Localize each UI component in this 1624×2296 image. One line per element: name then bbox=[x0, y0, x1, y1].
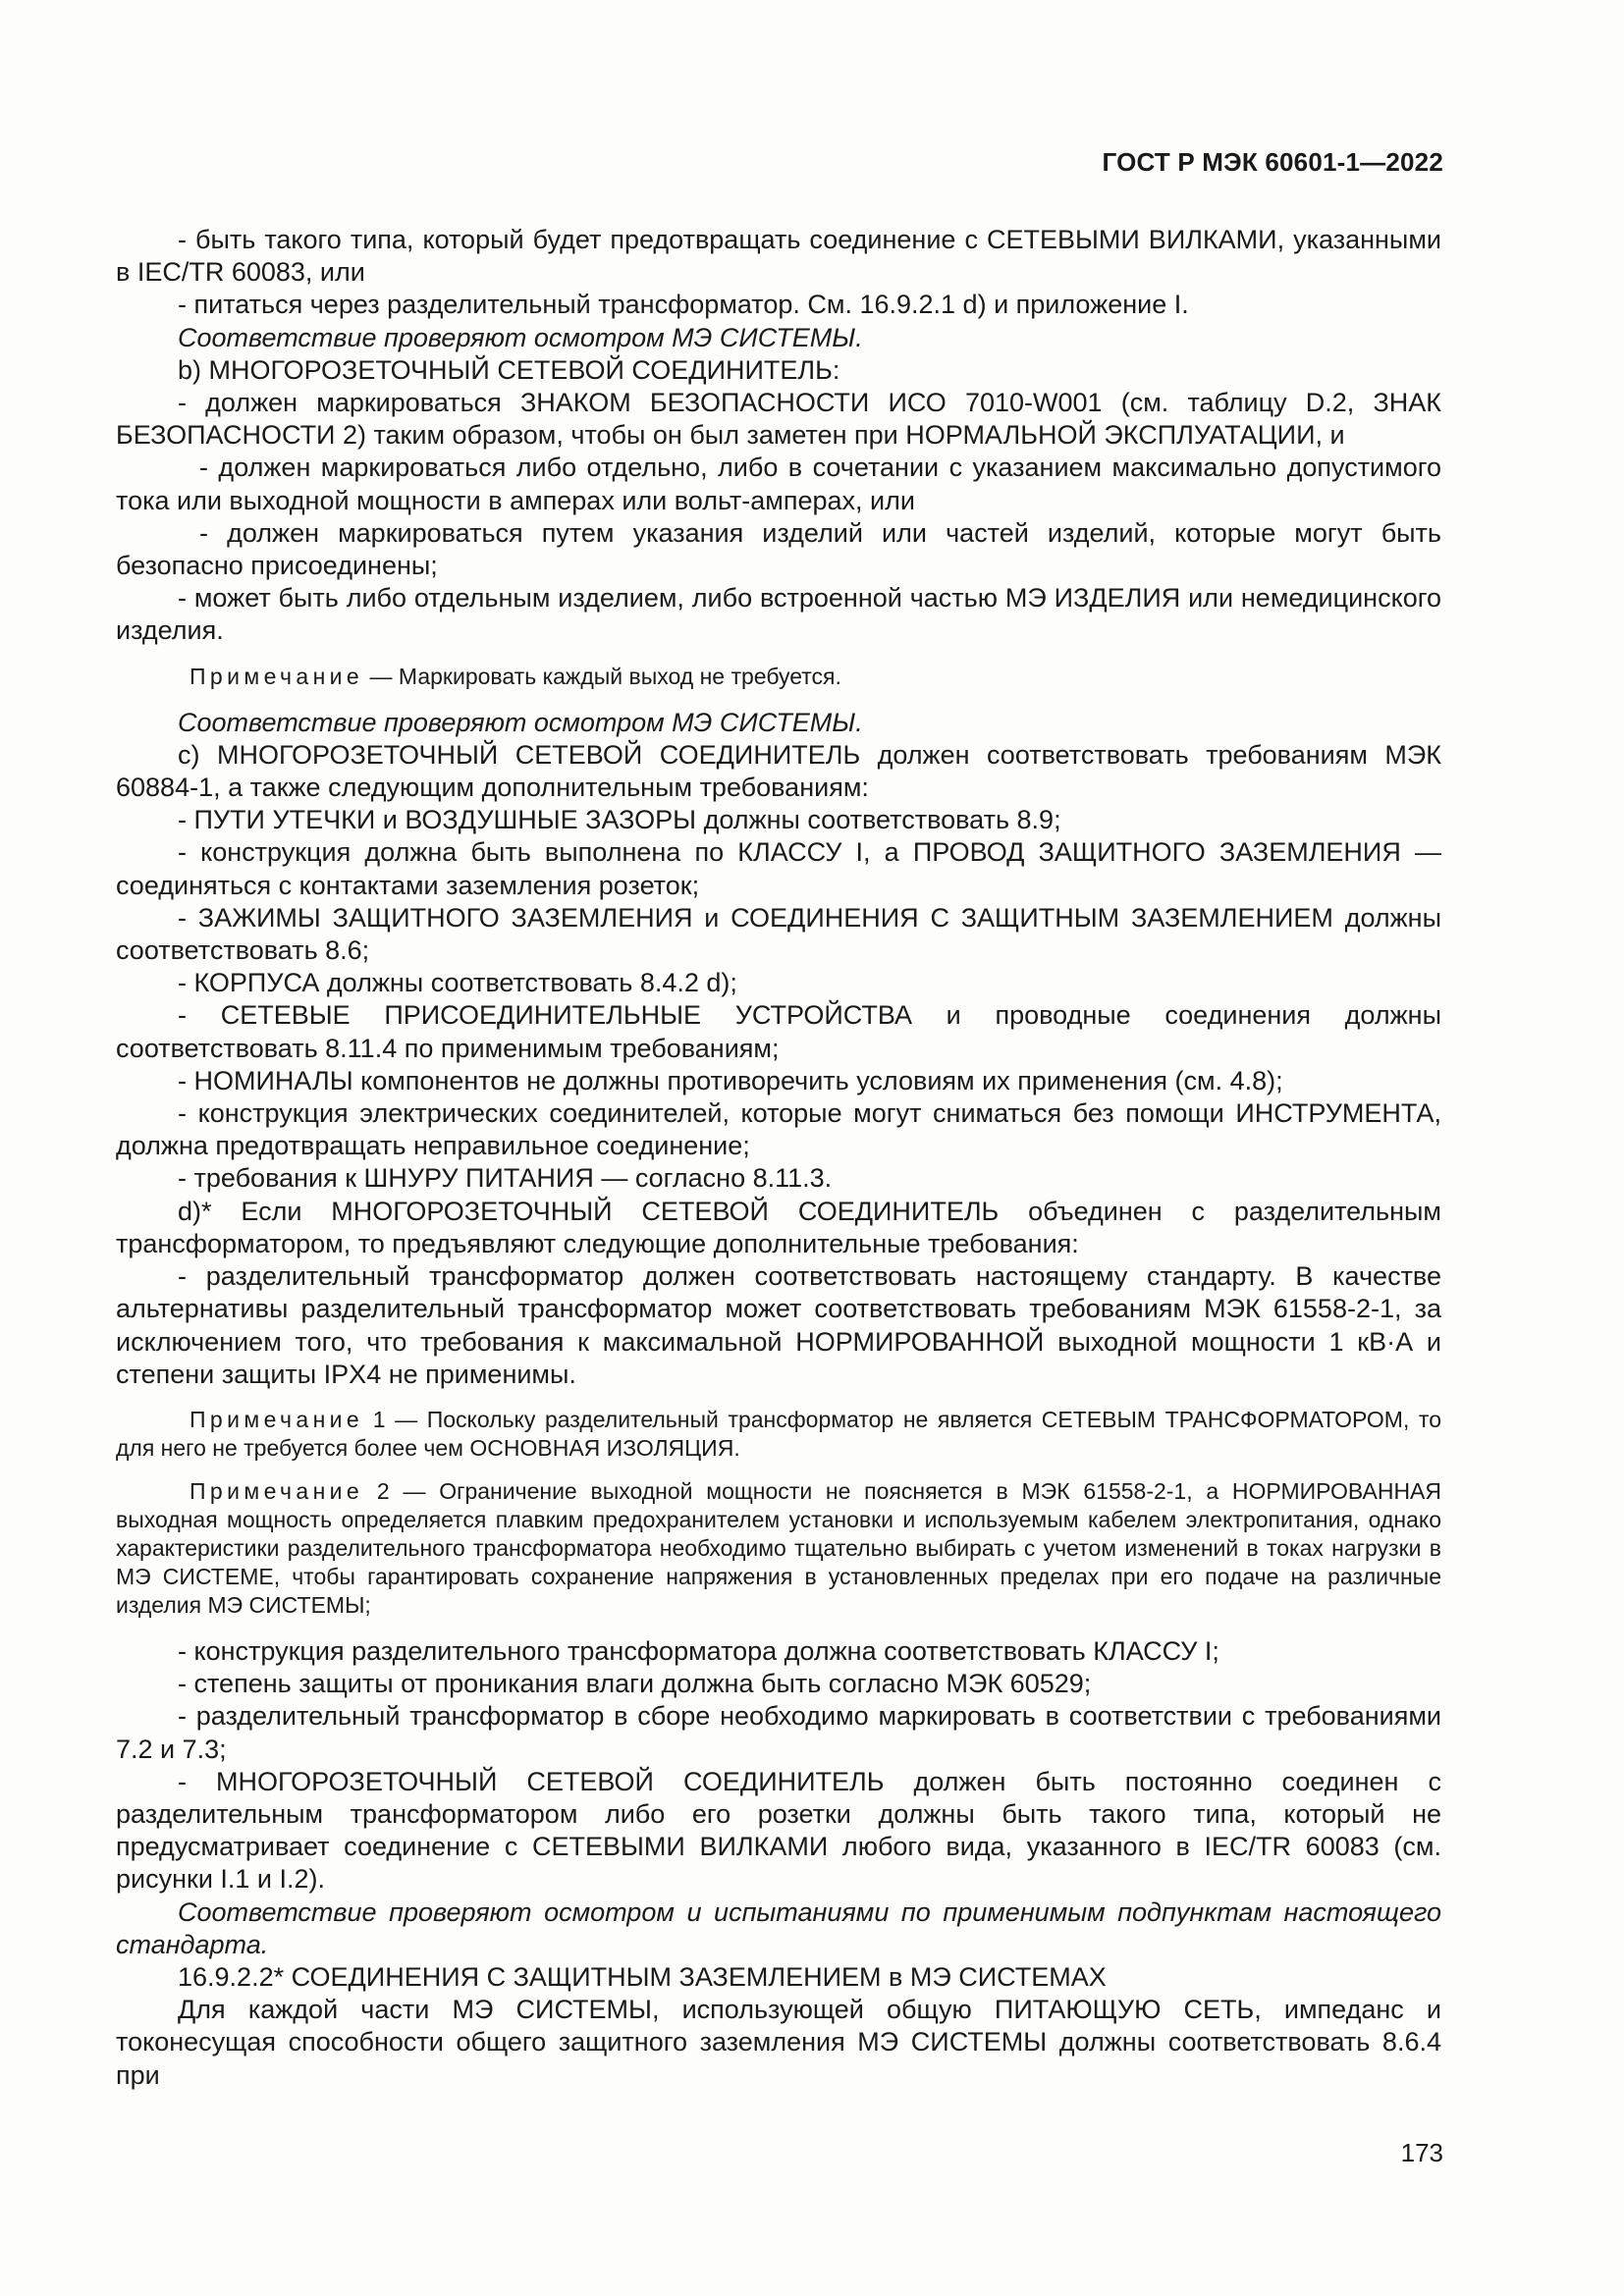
paragraph: - разделительный трансформатор должен соответствовать настоящему стандарту. В качестве альтернативы разделительный трансформатор может соответствовать требованиям МЭК 61558-2-1, за исключением того, что требования к максимальной НОРМИРОВАННОЙ выходной мощности 1 кВ·А и степени защиты IPX4 не применимы. bbox=[116, 1261, 1441, 1389]
paragraph: - питаться через разделительный трансформатор. См. 16.9.2.1 d) и приложение I. bbox=[178, 290, 1189, 320]
paragraph: - степень защиты от проникания влаги должна быть согласно МЭК 60529; bbox=[178, 1669, 1092, 1699]
paragraph: - быть такого типа, который будет предотвращать соединение с СЕТЕВЫМИ ВИЛКАМИ, указанными в IEC/TR 60083, или bbox=[116, 225, 1441, 288]
note-label: Примечание bbox=[189, 1406, 364, 1432]
paragraph: - НОМИНАЛЫ компонентов не должны противоречить условиям их применения (см. 4.8); bbox=[178, 1065, 1283, 1095]
paragraph: - разделительный трансформатор в сборе необходимо маркировать в соответствии с требованиями 7.2 и 7.3; bbox=[116, 1701, 1441, 1764]
section-heading: 16.9.2.2* СОЕДИНЕНИЯ С ЗАЩИТНЫМ ЗАЗЕМЛЕНИЕМ в МЭ СИСТЕМАХ bbox=[178, 1961, 1107, 1992]
note-text: — Маркировать каждый выход не требуется. bbox=[363, 663, 841, 689]
paragraph: Для каждой части МЭ СИСТЕМЫ, использующей общую ПИТАЮЩУЮ СЕТЬ, импеданс и токонесущая способности общего защитного заземления МЭ СИСТЕМЫ должны соответствовать 8.6.4 при bbox=[116, 1995, 1441, 2090]
note-text: 2 — Ограничение выходной мощности не поясняется в МЭК 61558-2-1, а НОРМИРОВАННАЯ выходная мощность определяется плавким предохранителем установки и используемым кабелем электропитания, однако характеристики разделительного трансформатора необходимо тщательно выбирать с учетом изменений в токах нагрузки в МЭ СИСТЕМЕ, чтобы гарантировать сохранение напряжения в установленных пределах при его подаче на различные изделия МЭ СИСТЕМЫ; bbox=[116, 1477, 1441, 1618]
paragraph: - МНОГОРОЗЕТОЧНЫЙ СЕТЕВОЙ СОЕДИНИТЕЛЬ должен быть постоянно соединен с разделительным трансформатором либо его розетки должны быть такого типа, который не предусматривает соединение с СЕТЕВЫМИ ВИЛКАМИ любого вида, указанного в IEC/TR 60083 (см. рисунки I.1 и I.2). bbox=[116, 1766, 1441, 1895]
note-text: 1 — Поскольку разделительный трансформатор не является СЕТЕВЫМ ТРАНСФОРМАТОРОМ, то для него не требуется более чем ОСНОВНАЯ ИЗОЛЯЦИЯ. bbox=[116, 1406, 1441, 1461]
paragraph: - конструкция разделительного трансформатора должна соответствовать КЛАССУ I; bbox=[178, 1635, 1219, 1666]
paragraph: - ЗАЖИМЫ ЗАЩИТНОГО ЗАЗЕМЛЕНИЯ и СОЕДИНЕНИЯ С ЗАЩИТНЫМ ЗАЗЕМЛЕНИЕМ должны соответствовать 8.6; bbox=[116, 902, 1441, 966]
page-body bbox=[116, 224, 1441, 2092]
paragraph: - должен маркироваться ЗНАКОМ БЕЗОПАСНОСТИ ИСО 7010-W001 (см. таблицу D.2, ЗНАК БЕЗОПАСНОСТИ 2) таким образом, чтобы он был заметен при НОРМАЛЬНОЙ ЭКСПЛУАТАЦИИ, и bbox=[116, 388, 1441, 451]
compliance-statement: Соответствие проверяют осмотром МЭ СИСТЕМЫ. bbox=[178, 707, 863, 737]
paragraph: - конструкция должна быть выполнена по КЛАССУ I, а ПРОВОД ЗАЩИТНОГО ЗАЗЕМЛЕНИЯ — соединяться с контактами заземления розеток; bbox=[116, 837, 1441, 900]
paragraph: - ПУТИ УТЕЧКИ и ВОЗДУШНЫЕ ЗАЗОРЫ должны соответствовать 8.9; bbox=[178, 805, 1061, 835]
paragraph: - СЕТЕВЫЕ ПРИСОЕДИНИТЕЛЬНЫЕ УСТРОЙСТВА и проводные соединения должны соответствовать 8.11.4 по применимым требованиям; bbox=[116, 1000, 1441, 1063]
paragraph: - может быть либо отдельным изделием, либо встроенной частью МЭ ИЗДЕЛИЯ или немедицинского изделия. bbox=[116, 583, 1441, 646]
compliance-statement: Соответствие проверяют осмотром МЭ СИСТЕМЫ. bbox=[178, 322, 863, 352]
paragraph: - должен маркироваться либо отдельно, либо в сочетании с указанием максимально допустимого тока или выходной мощности в амперах или вольт-амперах, или bbox=[116, 453, 1441, 515]
page-number: 173 bbox=[1400, 2138, 1443, 2167]
compliance-statement: Соответствие проверяют осмотром и испытаниями по применимым подпунктам настоящего стандарта. bbox=[116, 1896, 1441, 1959]
paragraph: - КОРПУСА должны соответствовать 8.4.2 d); bbox=[178, 968, 737, 998]
standard-header: ГОСТ Р МЭК 60601-1—2022 bbox=[1102, 147, 1443, 177]
item-c-heading: c) МНОГОРОЗЕТОЧНЫЙ СЕТЕВОЙ СОЕДИНИТЕЛЬ должен соответствовать требованиям МЭК 60884-1, а также следующим дополнительным требованиям: bbox=[116, 739, 1441, 803]
note-label: Примечание bbox=[189, 663, 364, 689]
note-label: Примечание bbox=[189, 1477, 364, 1504]
item-d-heading: d)* Если МНОГОРОЗЕТОЧНЫЙ СЕТЕВОЙ СОЕДИНИТЕЛЬ объединен с разделительным трансформатором, то предъявляют следующие дополнительные требования: bbox=[116, 1196, 1441, 1258]
note bbox=[116, 1406, 1441, 1463]
note bbox=[116, 1477, 1441, 1620]
note bbox=[116, 663, 1441, 691]
item-b-heading: b) МНОГОРОЗЕТОЧНЫЙ СЕТЕВОЙ СОЕДИНИТЕЛЬ: bbox=[178, 354, 840, 385]
paragraph: - требования к ШНУРУ ПИТАНИЯ — согласно 8.11.3. bbox=[178, 1163, 833, 1194]
paragraph: - должен маркироваться путем указания изделий или частей изделий, которые могут быть безопасно присоединены; bbox=[116, 517, 1441, 581]
paragraph: - конструкция электрических соединителей, которые могут сниматься без помощи ИНСТРУМЕНТА, должна предотвращать неправильное соединение; bbox=[116, 1098, 1441, 1161]
